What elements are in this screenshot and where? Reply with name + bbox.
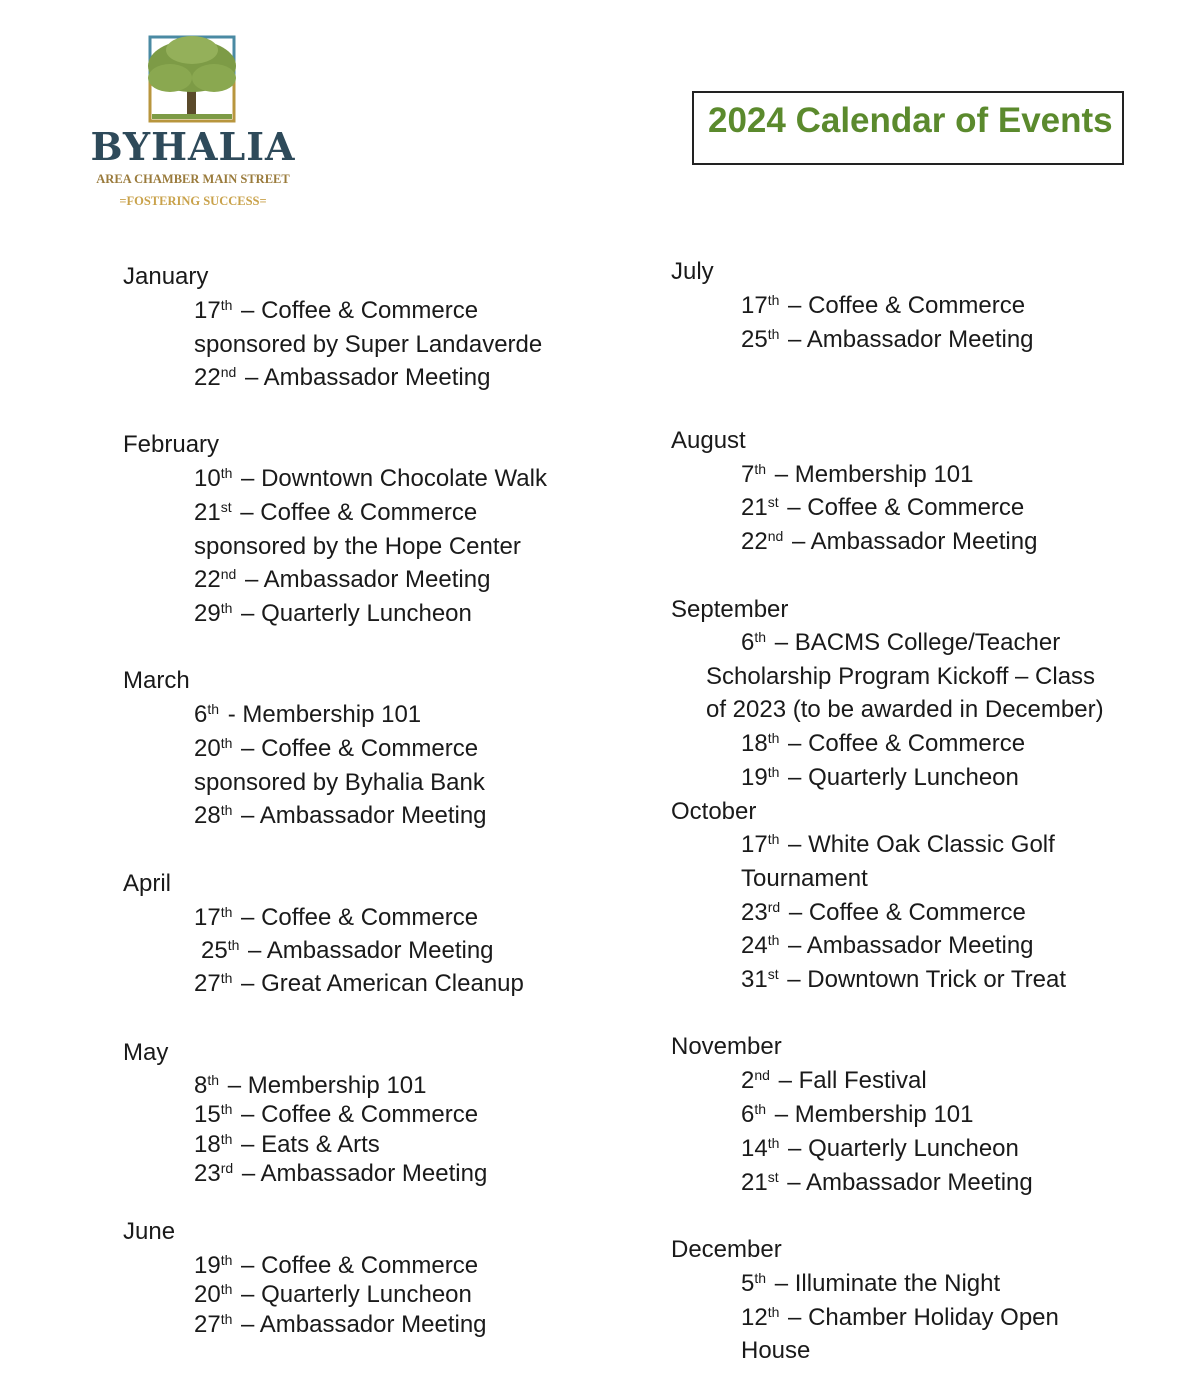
event-item: 7th – Membership 101 <box>741 461 974 488</box>
event-item: 6th – Membership 101 <box>741 1101 974 1128</box>
month-heading-november: November <box>671 1033 782 1060</box>
event-item: Tournament <box>741 865 868 892</box>
event-item: 17th – Coffee & Commerce <box>194 904 479 931</box>
month-heading-december: December <box>671 1236 782 1263</box>
event-item: 14th – Quarterly Luncheon <box>741 1135 1019 1162</box>
month-heading-october: October <box>671 798 757 825</box>
month-heading-march: March <box>123 667 190 694</box>
event-item: sponsored by the Hope Center <box>194 533 521 560</box>
event-item: 17th – Coffee & Commerce <box>194 297 479 324</box>
event-item: 6th – BACMS College/Teacher <box>741 629 1061 656</box>
month-heading-april: April <box>123 870 172 897</box>
event-item: 18th – Eats & Arts <box>194 1131 380 1158</box>
month-heading-may: May <box>123 1039 169 1066</box>
event-item: 29th – Quarterly Luncheon <box>194 600 472 627</box>
event-item: 25th – Ambassador Meeting <box>201 937 494 964</box>
event-item: 8th – Membership 101 <box>194 1072 427 1099</box>
event-item: sponsored by Super Landaverde <box>194 331 543 358</box>
event-item: of 2023 (to be awarded in December) <box>706 696 1104 723</box>
event-item: sponsored by Byhalia Bank <box>194 769 485 796</box>
logo-subtitle: AREA CHAMBER MAIN STREET <box>96 172 290 186</box>
event-item: 17th – Coffee & Commerce <box>741 292 1026 319</box>
event-item: Scholarship Program Kickoff – Class <box>706 663 1096 690</box>
event-item: 21st – Coffee & Commerce <box>194 499 478 526</box>
event-item: 19th – Coffee & Commerce <box>194 1252 479 1279</box>
event-item: 15th – Coffee & Commerce <box>194 1101 479 1128</box>
month-heading-july: July <box>671 258 714 285</box>
event-item: 27th – Ambassador Meeting <box>194 1311 487 1338</box>
event-item: 25th – Ambassador Meeting <box>741 326 1034 353</box>
month-heading-august: August <box>671 427 746 454</box>
month-heading-february: February <box>123 431 220 458</box>
event-item: 20th – Coffee & Commerce <box>194 735 479 762</box>
event-item: 21st – Ambassador Meeting <box>741 1169 1033 1196</box>
event-item: 18th – Coffee & Commerce <box>741 730 1026 757</box>
event-item: 20th – Quarterly Luncheon <box>194 1281 472 1308</box>
event-item: 28th – Ambassador Meeting <box>194 802 487 829</box>
event-item: 22nd – Ambassador Meeting <box>194 566 491 593</box>
month-heading-january: January <box>123 263 209 290</box>
event-item: 24th – Ambassador Meeting <box>741 932 1034 959</box>
event-item: 17th – White Oak Classic Golf <box>741 831 1055 858</box>
event-item: 31st – Downtown Trick or Treat <box>741 966 1067 993</box>
event-item: 19th – Quarterly Luncheon <box>741 764 1019 791</box>
event-item: 27th – Great American Cleanup <box>194 970 524 997</box>
event-item: 21st – Coffee & Commerce <box>741 494 1025 521</box>
logo-tagline: =FOSTERING SUCCESS= <box>119 194 267 208</box>
event-item: 12th – Chamber Holiday Open <box>741 1304 1059 1331</box>
event-item: House <box>741 1337 811 1364</box>
tree-logo-icon <box>86 32 300 132</box>
event-item: 23rd – Coffee & Commerce <box>741 899 1026 926</box>
byhalia-logo <box>86 32 300 212</box>
month-heading-september: September <box>671 596 789 623</box>
month-heading-june: June <box>123 1218 176 1245</box>
event-item: 22nd – Ambassador Meeting <box>741 528 1038 555</box>
title-box <box>692 91 1124 165</box>
event-item: 6th - Membership 101 <box>194 701 422 728</box>
logo-brand: BYHALIA <box>90 124 296 169</box>
event-item: 22nd – Ambassador Meeting <box>194 364 491 391</box>
page-title: 2024 Calendar of Events <box>708 101 1113 140</box>
event-item: 10th – Downtown Chocolate Walk <box>194 465 547 492</box>
event-item: 5th – Illuminate the Night <box>741 1270 1001 1297</box>
event-item: 2nd – Fall Festival <box>741 1067 927 1094</box>
event-item: 23rd – Ambassador Meeting <box>194 1160 488 1187</box>
